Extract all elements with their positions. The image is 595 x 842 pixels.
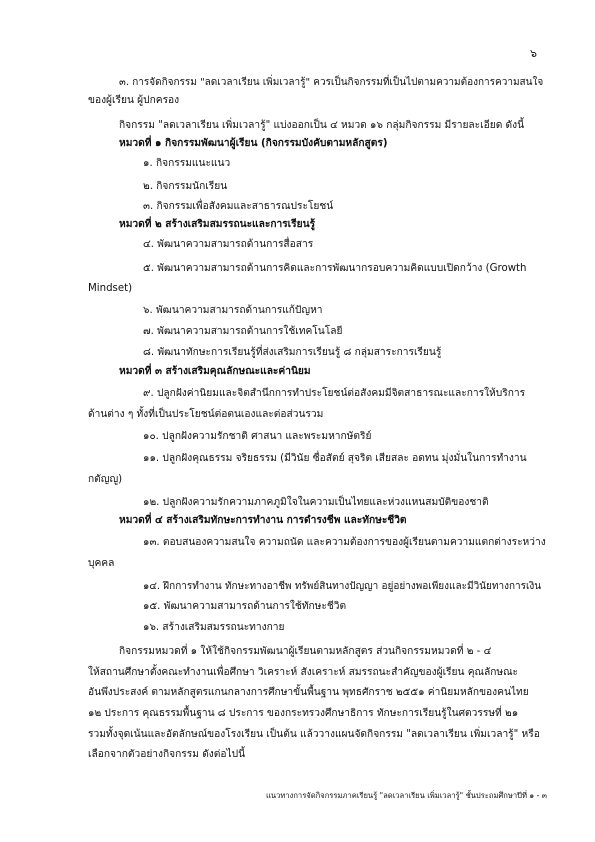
list-item: ๔. พัฒนาความสามารถด้านการสื่อสาร (143, 239, 314, 250)
list-item: ๘. พัฒนาทักษะการเรียนรู้ที่ส่งเสริมการเรียนรู้ ๘ กลุ่มสาระการเรียนรู้ (143, 347, 442, 358)
paragraph-line: ๑๒ ประการ คุณธรรมพื้นฐาน ๘ ประการ ของกระทรวงศึกษาธิการ ทักษะการเรียนรู้ในศตวรรษที่ ๒๑ (88, 708, 519, 719)
paragraph-line: กิจกรรมหมวดที่ ๑ ให้ใช้กิจกรรมพัฒนาผู้เรียนตามหลักสูตร ส่วนกิจกรรมหมวดที่ ๒ - ๔ (119, 646, 492, 657)
list-item: ๑๒. ปลูกฝังความรักความภาคภูมิใจในความเป็นไทยและห่วงแหนสมบัติของชาติ (143, 497, 489, 508)
page-number: ๖ (530, 47, 537, 60)
paragraph-line: อันพึงประสงค์ ตามหลักสูตรแกนกลางการศึกษาขั้นพื้นฐาน พุทธศักราช ๒๕๕๑ ค่านิยมหลักของคนไทย (88, 687, 529, 698)
list-item: ๒. กิจกรรมนักเรียน (143, 181, 228, 192)
list-item: ๑๓. ตอบสนองความสนใจ ความถนัด และความต้องการของผู้เรียนตามความแตกต่างระหว่าง (143, 537, 546, 548)
list-item: ๑๕. พัฒนาความสามารถด้านการใช้ทักษะชีวิต (143, 601, 347, 612)
list-item-continuation: บุคคล (88, 558, 115, 569)
list-item: ๑๖. สร้างเสริมสมรรถนะทางกาย (143, 622, 285, 633)
paragraph-line: รวมทั้งจุดเน้นและอัตลักษณ์ของโรงเรียน เป็นต้น แล้ววางแผนจัดกิจกรรม "ลดเวลาเรียน เพิ่มเวลารู้" หรือ (88, 729, 540, 740)
list-item: ๙. ปลูกฝังค่านิยมและจิตสำนึกการทำประโยชน์ต่อสังคมมีจิตสาธารณะและการให้บริการ (143, 388, 526, 399)
section-heading: หมวดที่ ๑ กิจกรรมพัฒนาผู้เรียน (กิจกรรมบังคับตามหลักสูตร) (119, 138, 388, 149)
paragraph-line: ของผู้เรียน ผู้ปกครอง (88, 95, 180, 106)
section-heading: หมวดที่ ๓ สร้างเสริมคุณลักษณะและค่านิยม (119, 366, 311, 377)
list-item-continuation: Mindset) (88, 283, 133, 294)
list-item-continuation: กตัญญู) (88, 474, 123, 485)
paragraph-line: ๓. การจัดกิจกรรม "ลดเวลาเรียน เพิ่มเวลารู้" ควรเป็นกิจกรรมที่เป็นไปตามความต้องการความสนใจ (119, 77, 544, 88)
paragraph-line: ให้สถานศึกษาตั้งคณะทำงานเพื่อศึกษา วิเคราะห์ สังเคราะห์ สมรรถนะสำคัญของผู้เรียน คุณลักษณะ (88, 667, 519, 678)
list-item: ๑. กิจกรรมแนะแนว (143, 158, 231, 169)
paragraph-line: กิจกรรม "ลดเวลาเรียน เพิ่มเวลารู้" แบ่งออกเป็น ๔ หมวด ๑๖ กลุ่มกิจกรรม มีรายละเอียด ดังนี้ (119, 120, 525, 131)
list-item: ๑๑. ปลูกฝังคุณธรรม จริยธรรม (มีวินัย ซื่อสัตย์ สุจริต เสียสละ อดทน มุ่งมั่นในการทำงาน (143, 453, 527, 464)
paragraph-line: เลือกจากตัวอย่างกิจกรรม ดังต่อไปนี้ (88, 749, 246, 760)
section-heading: หมวดที่ ๔ สร้างเสริมทักษะการทำงาน การดำรงชีพ และทักษะชีวิต (119, 515, 407, 526)
list-item: ๗. พัฒนาความสามารถด้านการใช้เทคโนโลยี (143, 326, 343, 337)
list-item: ๑๔. ฝึกการทำงาน ทักษะทางอาชีพ ทรัพย์สินทางปัญญา อยู่อย่างพอเพียงและมีวินัยทางการเงิน (143, 581, 542, 592)
section-heading: หมวดที่ ๒ สร้างเสริมสมรรถนะและการเรียนรู้ (119, 219, 316, 230)
list-item: ๑๐. ปลูกฝังความรักชาติ ศาสนา และพระมหากษัตริย์ (143, 431, 372, 442)
list-item: ๕. พัฒนาความสามารถด้านการคิดและการพัฒนากรอบความคิดแบบเปิดกว้าง (Growth (143, 263, 527, 274)
list-item: ๖. พัฒนาความสามารถด้านการแก้ปัญหา (143, 305, 323, 316)
page-footer: แนวทางการจัดกิจกรรมภาคเรียนรู้ "ลดเวลาเรียน เพิ่มเวลารู้" ชั้นประถมศึกษาปีที่ ๑ - ๓ (266, 791, 547, 800)
list-item-continuation: ด้านต่าง ๆ ทั้งที่เป็นประโยชน์ต่อตนเองและต่อส่วนรวม (88, 409, 324, 420)
list-item: ๓. กิจกรรมเพื่อสังคมและสาธารณประโยชน์ (143, 201, 334, 212)
